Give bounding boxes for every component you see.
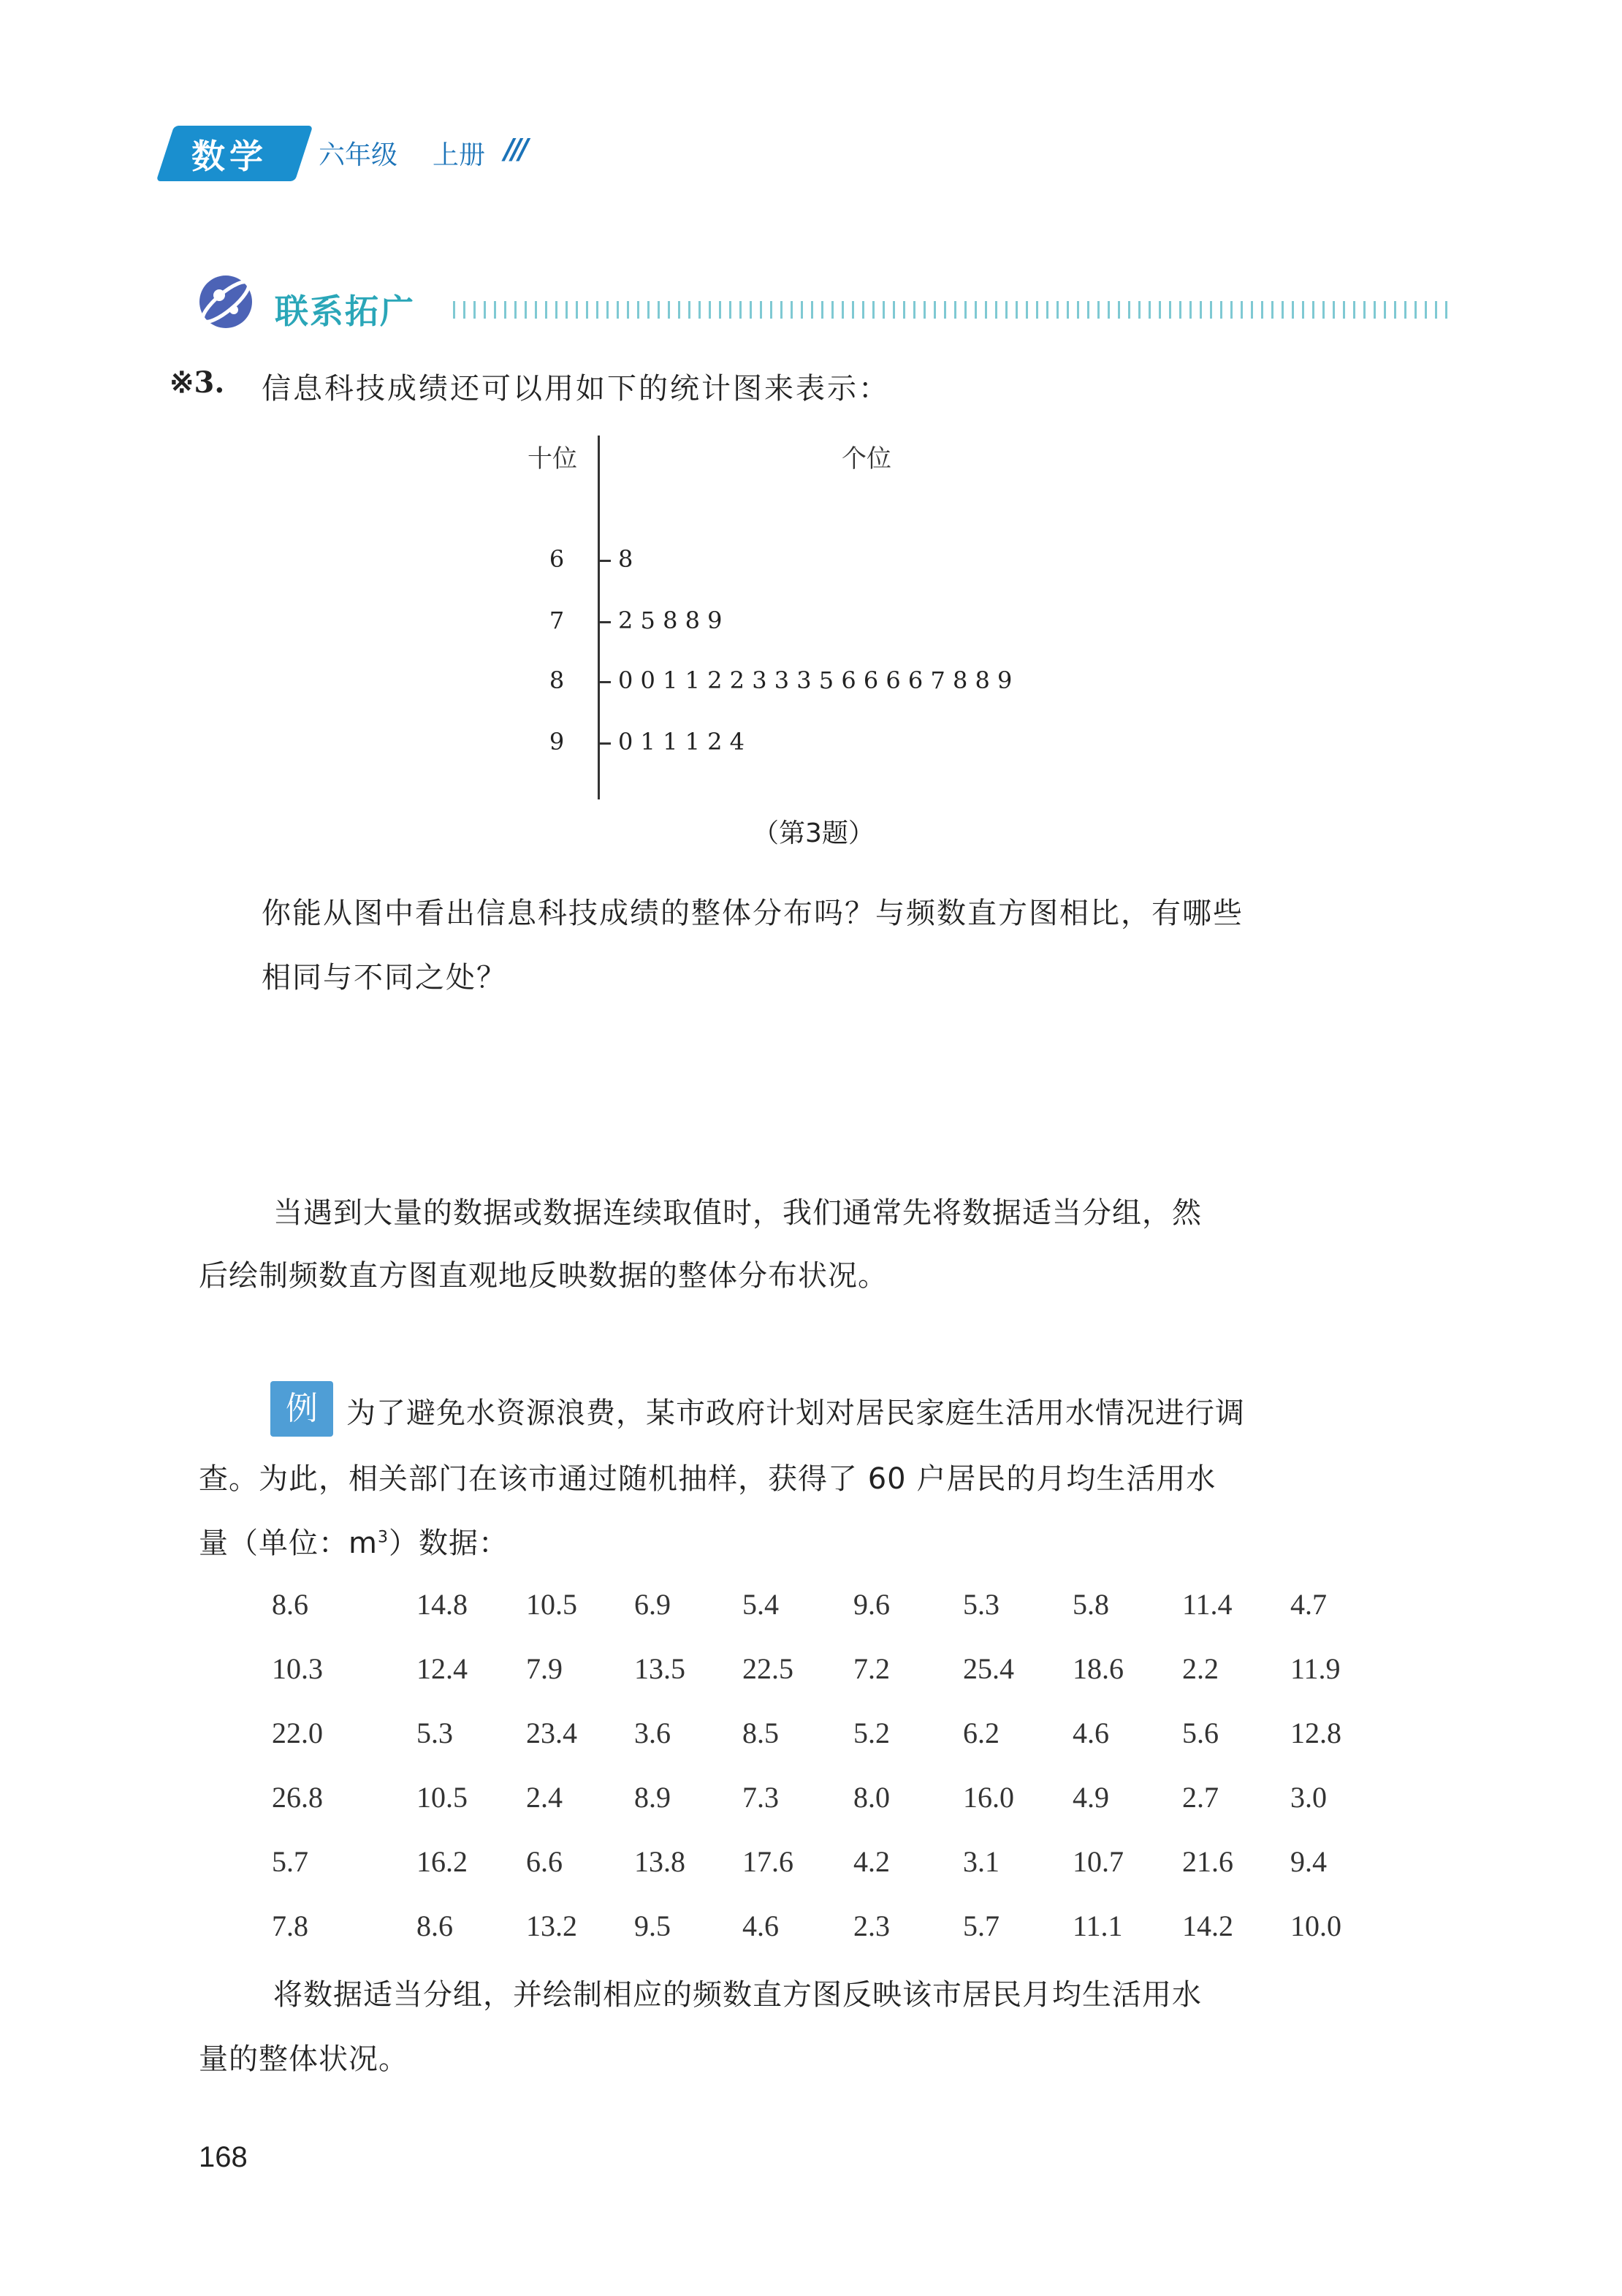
data-cell: 13.5 [634,1652,685,1685]
data-cell: 5.6 [1182,1717,1219,1749]
data-cell: 23.4 [526,1717,577,1749]
data-cell: 4.6 [742,1909,779,1942]
data-cell: 6.9 [634,1588,671,1621]
data-cell: 12.4 [416,1652,468,1685]
data-cell: 10.0 [1290,1909,1341,1942]
data-cell: 2.2 [1182,1652,1219,1685]
data-cell: 4.9 [1073,1781,1109,1814]
data-cell: 8.5 [742,1717,779,1749]
stem-value: 6 [549,545,565,573]
summary-line: 当遇到大量的数据或数据连续取值时，我们通常先将数据适当分组，然 [273,1196,1202,1230]
data-cell: 5.3 [963,1588,1000,1621]
data-cell: 13.8 [634,1845,685,1878]
stem-tick [599,621,611,623]
data-cell: 2.4 [526,1781,563,1814]
section-divider [453,301,1448,319]
data-cell: 2.3 [853,1909,890,1942]
volume-label: 上册 [433,140,486,170]
data-cell: 5.2 [853,1717,890,1749]
data-cell: 14.8 [416,1588,468,1621]
data-cell: 5.8 [1073,1588,1109,1621]
task-line: 量的整体状况。 [199,2042,408,2076]
data-cell: 10.5 [526,1588,577,1621]
data-cell: 16.2 [416,1845,468,1878]
data-cell: 12.8 [1290,1717,1341,1749]
planet-icon [197,273,254,330]
data-cell: 10.3 [272,1652,323,1685]
data-cell: 5.7 [963,1909,1000,1942]
data-cell: 4.7 [1290,1588,1327,1621]
leaf-header: 个位 [842,444,891,474]
data-cell: 22.5 [742,1652,793,1685]
data-cell: 10.5 [416,1781,468,1814]
grade-label: 六年级 [319,140,398,170]
stem-value: 9 [549,728,565,756]
stem-header: 十位 [528,444,577,474]
data-cell: 2.7 [1182,1781,1219,1814]
problem-number: ※3. [170,365,225,400]
leaf-values: 0 1 1 1 2 4 [618,728,745,756]
data-cell: 13.2 [526,1909,577,1942]
question-line: 你能从图中看出信息科技成绩的整体分布吗？与频数直方图相比，有哪些 [262,897,1244,930]
data-cell: 11.1 [1073,1909,1123,1942]
data-cell: 6.6 [526,1845,563,1878]
section-title: 联系拓广 [275,292,415,331]
data-cell: 8.0 [853,1781,890,1814]
data-cell: 22.0 [272,1717,323,1749]
question-line: 相同与不同之处？ [262,961,507,995]
task-line: 将数据适当分组，并绘制相应的频数直方图反映该市居民月均生活用水 [273,1978,1202,2012]
data-cell: 6.2 [963,1717,1000,1749]
data-cell: 9.5 [634,1909,671,1942]
data-cell: 7.3 [742,1781,779,1814]
example-line: 查。为此，相关部门在该市通过随机抽样，获得了 60 户居民的月均生活用水 [199,1462,1216,1496]
data-cell: 7.8 [272,1909,308,1942]
stem-leaf-axis [598,436,600,799]
data-cell: 8.9 [634,1781,671,1814]
data-cell: 25.4 [963,1652,1014,1685]
data-cell: 3.6 [634,1717,671,1749]
data-cell: 11.9 [1290,1652,1341,1685]
data-cell: 5.3 [416,1717,453,1749]
data-cell: 9.6 [853,1588,890,1621]
stem-tick [599,742,611,745]
data-cell: 7.2 [853,1652,890,1685]
data-cell: 17.6 [742,1845,793,1878]
stem-tick [599,681,611,683]
data-cell: 7.9 [526,1652,563,1685]
example-label: 例 [270,1381,333,1437]
page-number: 168 [199,2141,248,2173]
leaf-values: 8 [618,545,633,573]
data-cell: 9.4 [1290,1845,1327,1878]
data-cell: 3.0 [1290,1781,1327,1814]
data-cell: 14.2 [1182,1909,1233,1942]
data-cell: 8.6 [416,1909,453,1942]
data-cell: 8.6 [272,1588,308,1621]
summary-line: 后绘制频数直方图直观地反映数据的整体分布状况。 [199,1259,888,1293]
stem-tick [599,560,611,562]
problem-text: 信息科技成绩还可以用如下的统计图来表示： [262,372,890,406]
data-cell: 5.4 [742,1588,779,1621]
data-cell: 21.6 [1182,1845,1233,1878]
header-decoration: /// [504,133,526,165]
leaf-values: 2 5 8 8 9 [618,607,723,634]
data-cell: 3.1 [963,1845,1000,1878]
data-cell: 5.7 [272,1845,308,1878]
subject-label: 数学 [191,137,267,176]
data-cell: 11.4 [1182,1588,1233,1621]
stem-value: 8 [549,666,565,694]
data-cell: 10.7 [1073,1845,1124,1878]
example-line: 量（单位：$m^3$）数据： [199,1527,509,1560]
data-cell: 26.8 [272,1781,323,1814]
data-cell: 16.0 [963,1781,1014,1814]
data-cell: 18.6 [1073,1652,1124,1685]
leaf-values: 0 0 1 1 2 2 3 3 3 5 6 6 6 6 7 8 8 9 [618,666,1013,694]
data-cell: 4.2 [853,1845,890,1878]
example-line: 为了避免水资源浪费，某市政府计划对居民家庭生活用水情况进行调 [346,1396,1245,1430]
stem-value: 7 [549,607,565,634]
data-cell: 4.6 [1073,1717,1109,1749]
figure-caption: （第3题） [753,818,875,848]
